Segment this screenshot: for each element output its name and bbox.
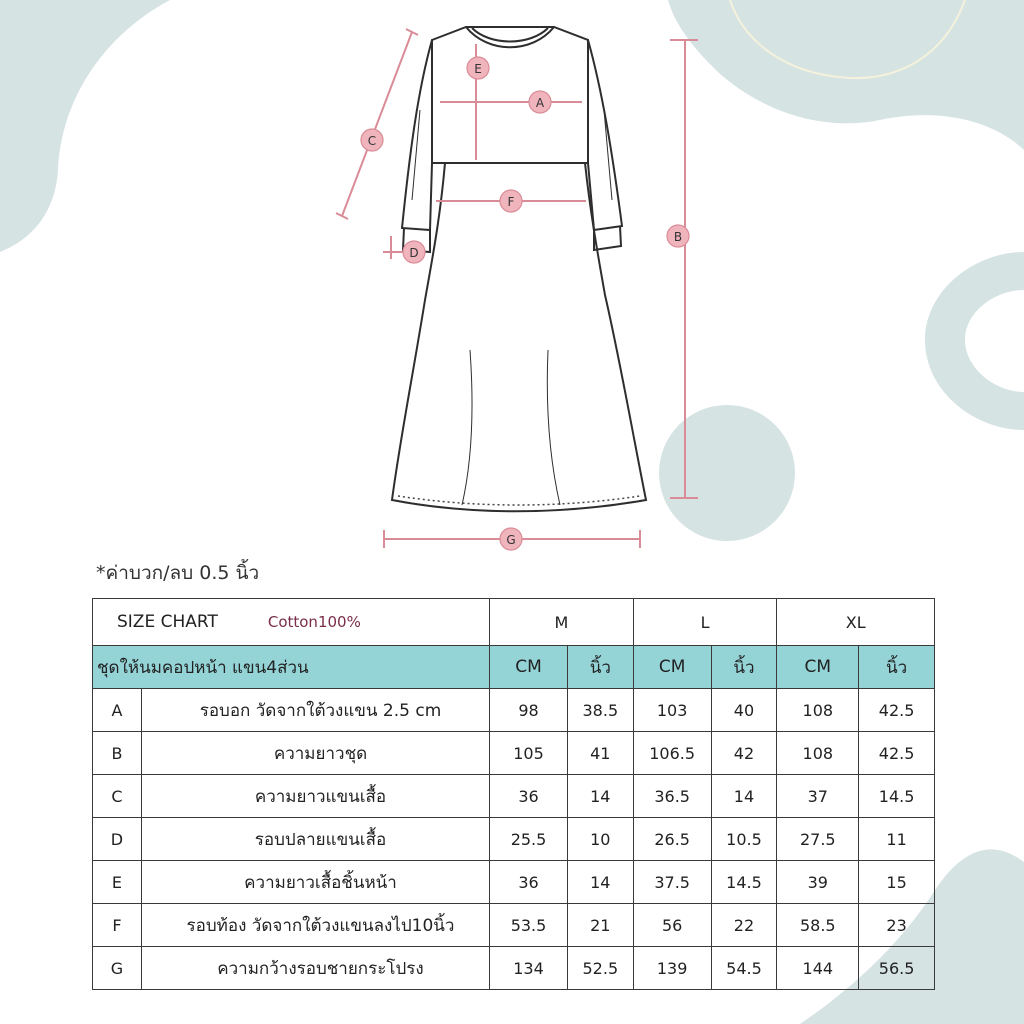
unit-header: CM [490, 646, 568, 689]
unit-header: CM [633, 646, 711, 689]
row-code: D [93, 818, 142, 861]
cell-value: 41 [567, 732, 633, 775]
cell-value: 42.5 [859, 732, 935, 775]
table-row [93, 861, 935, 904]
unit-header: นิ้ว [567, 646, 633, 689]
svg-text:C: C [367, 134, 377, 148]
cell-value: 139 [633, 947, 711, 990]
cell-value: 103 [633, 689, 711, 732]
measure-label-g [500, 528, 522, 550]
table-title: SIZE CHART [117, 612, 218, 632]
cell-value: 15 [859, 861, 935, 904]
measure-label-e [467, 57, 489, 79]
row-description: รอบท้อง วัดจากใต้วงแขนลงไป10นิ้ว [141, 904, 489, 947]
cell-value: 42 [711, 732, 777, 775]
unit-header-row [93, 646, 935, 689]
product-name: ชุดให้นมคอปหน้า แขน4ส่วน [93, 646, 490, 689]
row-description: ความยาวแขนเสื้อ [141, 775, 489, 818]
cell-value: 26.5 [633, 818, 711, 861]
size-xl-header: XL [777, 599, 935, 646]
row-code: E [93, 861, 142, 904]
row-description: รอบปลายแขนเสื้อ [141, 818, 489, 861]
cell-value: 42.5 [859, 689, 935, 732]
row-code: G [93, 947, 142, 990]
table-title-cell [93, 599, 490, 646]
cell-value: 134 [490, 947, 568, 990]
measure-label-b [667, 225, 689, 247]
cell-value: 54.5 [711, 947, 777, 990]
row-code: F [93, 904, 142, 947]
cell-value: 22 [711, 904, 777, 947]
cell-value: 56 [633, 904, 711, 947]
size-chart-table [92, 598, 935, 990]
cell-value: 10.5 [711, 818, 777, 861]
cell-value: 40 [711, 689, 777, 732]
cell-value: 14.5 [859, 775, 935, 818]
row-code: A [93, 689, 142, 732]
cell-value: 23 [859, 904, 935, 947]
table-row [93, 818, 935, 861]
hem-stitch [398, 496, 640, 505]
tolerance-note: *ค่าบวก/ลบ 0.5 นิ้ว [96, 562, 260, 584]
cell-value: 27.5 [777, 818, 859, 861]
size-header-row [93, 599, 935, 646]
table-row [93, 947, 935, 990]
cell-value: 10 [567, 818, 633, 861]
cell-value: 37.5 [633, 861, 711, 904]
measure-label-d [403, 241, 425, 263]
svg-text:B: B [673, 230, 683, 244]
measure-label-f [500, 190, 522, 212]
cell-value: 11 [859, 818, 935, 861]
svg-text:G: G [506, 533, 516, 547]
size-m-header: M [490, 599, 634, 646]
cell-value: 108 [777, 689, 859, 732]
svg-text:E: E [474, 62, 482, 76]
table-row [93, 775, 935, 818]
cell-value: 25.5 [490, 818, 568, 861]
cell-value: 14 [711, 775, 777, 818]
cell-value: 56.5 [859, 947, 935, 990]
cell-value: 36 [490, 775, 568, 818]
cell-value: 37 [777, 775, 859, 818]
svg-text:A: A [535, 96, 545, 110]
material-label: Cotton100% [267, 613, 361, 631]
cell-value: 105 [490, 732, 568, 775]
measure-label-a [529, 91, 551, 113]
cell-value: 39 [777, 861, 859, 904]
cell-value: 144 [777, 947, 859, 990]
row-code: B [93, 732, 142, 775]
measurement-lines [336, 29, 698, 548]
cell-value: 14.5 [711, 861, 777, 904]
measure-label-c [361, 129, 383, 151]
cell-value: 21 [567, 904, 633, 947]
unit-header: CM [777, 646, 859, 689]
svg-text:D: D [409, 246, 419, 260]
cell-value: 14 [567, 775, 633, 818]
row-description: ความยาวชุด [141, 732, 489, 775]
cell-value: 98 [490, 689, 568, 732]
unit-header: นิ้ว [711, 646, 777, 689]
cell-value: 108 [777, 732, 859, 775]
cell-value: 36.5 [633, 775, 711, 818]
cell-value: 58.5 [777, 904, 859, 947]
size-l-header: L [633, 599, 777, 646]
cell-value: 36 [490, 861, 568, 904]
row-description: ความยาวเสื้อชิ้นหน้า [141, 861, 489, 904]
dress-outline [392, 27, 646, 511]
table-row [93, 904, 935, 947]
row-description: รอบอก วัดจากใต้วงแขน 2.5 cm [141, 689, 489, 732]
cell-value: 52.5 [567, 947, 633, 990]
row-code: C [93, 775, 142, 818]
cell-value: 38.5 [567, 689, 633, 732]
cell-value: 53.5 [490, 904, 568, 947]
cell-value: 14 [567, 861, 633, 904]
svg-text:F: F [507, 195, 515, 209]
table-row [93, 689, 935, 732]
row-description: ความกว้างรอบชายกระโปรง [141, 947, 489, 990]
unit-header: นิ้ว [859, 646, 935, 689]
cell-value: 106.5 [633, 732, 711, 775]
table-row [93, 732, 935, 775]
